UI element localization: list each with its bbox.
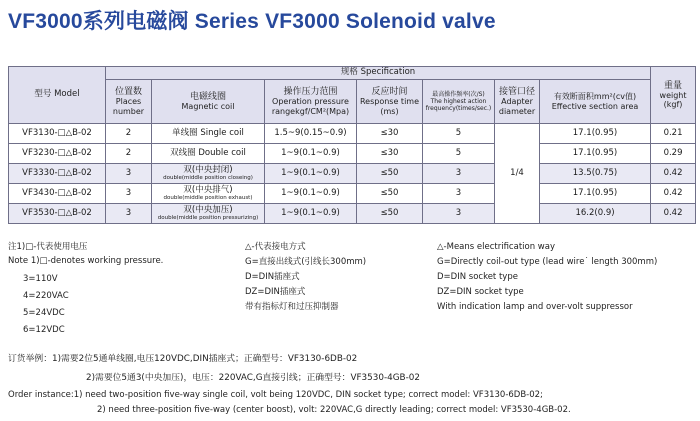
note-electrification-cn: △-代表接电方式 (245, 242, 306, 252)
header-adapter: 接管口径 Adapter diameter (495, 80, 540, 124)
cell-places: 2 (106, 124, 152, 144)
header-pressure: 操作压力范围 Operation pressure rangekgf/CM²(Mpa) (265, 80, 357, 124)
table-row (9, 124, 696, 144)
cell-adapter: 1/4 (495, 124, 540, 224)
header-area: 有效断面积mm²(cv值) Effective section area (540, 80, 651, 124)
header-response: 反应时间 Response time (ms) (357, 80, 423, 124)
cell-weight: 0.29 (651, 144, 696, 164)
note-g-en: G=Directly coil-out type (lead wire˙ length 300mm) (437, 257, 658, 267)
cell-response: ≤50 (357, 164, 423, 184)
spec-table (8, 66, 696, 224)
cell-frequency: 3 (423, 204, 495, 224)
order-example-cn-2: 2)需要位5通3(中央加压)，电压：220VAC,G直接引线；正确型号：VF3530-4GB-02 (86, 373, 420, 383)
cell-area: 17.1(0.95) (540, 144, 651, 164)
cell-pressure: 1~9(0.1~0.9) (265, 164, 357, 184)
cell-weight: 0.42 (651, 204, 696, 224)
note-dz-en: DZ=DIN socket type (437, 287, 524, 297)
cell-places: 2 (106, 144, 152, 164)
header-places: 位置数 Places number (106, 80, 152, 124)
order-example-cn-1: 订货举例：1)需要2位5通单线圈,电压120VDC,DIN插座式；正确型号：VF3130-6DB-02 (8, 354, 358, 364)
note-g-cn: G=直接出线式(引线长300mm) (245, 257, 367, 267)
page-title: VF3000系列电磁阀 Series VF3000 Solenoid valve (8, 10, 496, 33)
cell-response: ≤50 (357, 204, 423, 224)
cell-area: 17.1(0.95) (540, 184, 651, 204)
cell-pressure: 1~9(0.1~0.9) (265, 204, 357, 224)
cell-places: 3 (106, 204, 152, 224)
table-row (9, 184, 696, 204)
cell-places: 3 (106, 164, 152, 184)
table-row (9, 164, 696, 184)
cell-frequency: 3 (423, 184, 495, 204)
note-lamp-cn: 带有指标灯和过压抑制器 (245, 302, 339, 312)
cell-response: ≤30 (357, 124, 423, 144)
note-voltage-4: 4=220VAC (23, 291, 69, 301)
cell-coil: 单线圈 Single coil (152, 124, 265, 144)
cell-area: 13.5(0.75) (540, 164, 651, 184)
cell-weight: 0.42 (651, 184, 696, 204)
header-weight: 重量 weight (kgf) (651, 67, 696, 124)
cell-frequency: 5 (423, 144, 495, 164)
cell-weight: 0.42 (651, 164, 696, 184)
cell-model: VF3530-□△B-02 (9, 204, 106, 224)
header-specification: 规格 Specification (106, 67, 651, 80)
cell-frequency: 3 (423, 164, 495, 184)
table-row (9, 144, 696, 164)
cell-pressure: 1~9(0.1~0.9) (265, 144, 357, 164)
cell-model: VF3230-□△B-02 (9, 144, 106, 164)
cell-weight: 0.21 (651, 124, 696, 144)
note-electrification-en: △-Means electrification way (437, 242, 555, 252)
header-coil: 电磁线圈 Magnetic coil (152, 80, 265, 124)
table-row (9, 204, 696, 224)
note-voltage-title-en: Note 1)□-denotes working pressure. (8, 256, 164, 266)
cell-pressure: 1.5~9(0.15~0.9) (265, 124, 357, 144)
cell-places: 3 (106, 184, 152, 204)
cell-response: ≤30 (357, 144, 423, 164)
header-model: 型号 Model (9, 67, 106, 124)
order-example-en-1: Order instance:1) need two-position five-way single coil, volt being 120VDC, DIN socket type; correct model: VF3130-6DB-02; (8, 390, 543, 400)
note-dz-cn: DZ=DIN插座式 (245, 287, 306, 297)
cell-coil: 双(中央加压) double(middle position pressurizing) (152, 204, 265, 224)
cell-coil: 双(中央排气) double(middle position exhaust) (152, 184, 265, 204)
order-example-en-2: 2) need three-position five-way (center boost), volt: 220VAC,G directly leading; correct model: VF3530-4GB-02. (97, 405, 571, 415)
cell-model: VF3430-□△B-02 (9, 184, 106, 204)
note-voltage-5: 5=24VDC (23, 308, 65, 318)
note-voltage-6: 6=12VDC (23, 325, 65, 335)
cell-pressure: 1~9(0.1~0.9) (265, 184, 357, 204)
note-voltage-3: 3=110V (23, 274, 58, 284)
note-lamp-en: With indication lamp and over-volt suppressor (437, 302, 633, 312)
header-frequency: 最高操作频率(次/S) The highest action frequency(times/sec.) (423, 80, 495, 124)
cell-coil: 双线圈 Double coil (152, 144, 265, 164)
note-voltage-title-cn: 注1)□-代表使用电压 (8, 242, 88, 252)
note-d-cn: D=DIN插座式 (245, 272, 300, 282)
note-d-en: D=DIN socket type (437, 272, 518, 282)
cell-frequency: 5 (423, 124, 495, 144)
cell-coil: 双(中央封闭) double(middle position closeing) (152, 164, 265, 184)
cell-response: ≤50 (357, 184, 423, 204)
cell-model: VF3130-□△B-02 (9, 124, 106, 144)
cell-area: 16.2(0.9) (540, 204, 651, 224)
cell-area: 17.1(0.95) (540, 124, 651, 144)
cell-model: VF3330-□△B-02 (9, 164, 106, 184)
